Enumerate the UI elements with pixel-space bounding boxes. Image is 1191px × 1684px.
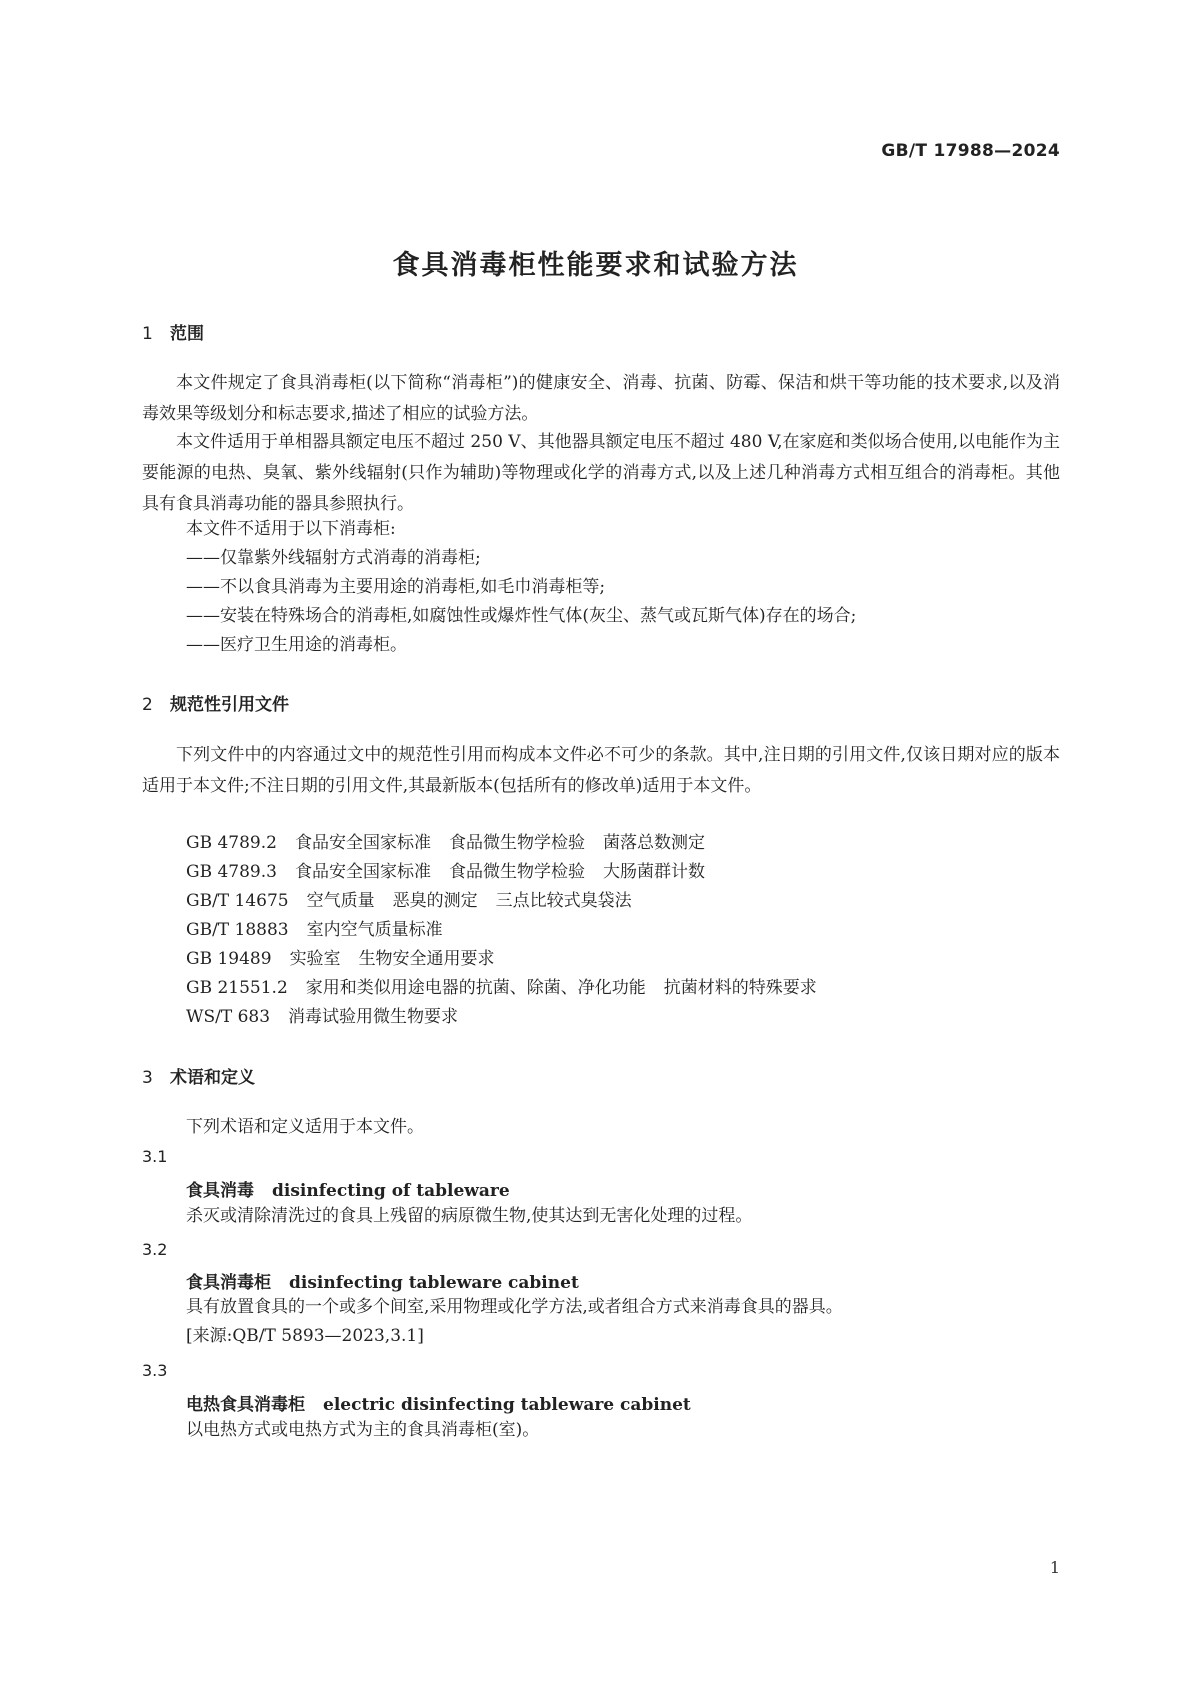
term-english: electric disinfecting tableware cabinet xyxy=(323,1395,691,1415)
reference-code: GB/T 18883 xyxy=(186,920,289,940)
page-number: 1 xyxy=(1049,1558,1060,1577)
term-number: 3.1 xyxy=(142,1147,168,1166)
reference-item xyxy=(186,915,461,946)
exclusion-item: ——仅靠紫外线辐射方式消毒的消毒柜; xyxy=(186,548,481,568)
term-english: disinfecting tableware cabinet xyxy=(289,1273,579,1293)
reference-code: GB 4789.3 xyxy=(186,862,277,882)
exclusion-item: ——安装在特殊场合的消毒柜,如腐蚀性或爆炸性气体(灰尘、蒸气或瓦斯气体)存在的场合; xyxy=(186,606,857,626)
reference-code: GB 21551.2 xyxy=(186,978,288,998)
section-2-heading xyxy=(142,690,289,715)
term-chinese: 食具消毒柜 xyxy=(186,1273,271,1293)
exclusion-intro: 本文件不适用于以下消毒柜: xyxy=(186,519,396,539)
scope-paragraph-2: 本文件适用于单相器具额定电压不超过 250 V、其他器具额定电压不超过 480 V,在家庭和类似场合使用,以电能作为主要能源的电热、臭氧、紫外线辐射(只作为辅助)等物理或化学的消毒方式,以及上述几种消毒方式相互组合的消毒柜。其他具有食具消毒功能的器具参照执行。 xyxy=(142,432,1060,514)
reference-title-part: 空气质量 xyxy=(306,891,375,911)
reference-title-part: 家用和类似用途电器的抗菌、除菌、净化功能 xyxy=(305,978,646,998)
section-1-heading xyxy=(142,319,204,344)
section-title: 规范性引用文件 xyxy=(170,695,289,715)
reference-code: GB/T 14675 xyxy=(186,891,289,911)
term-number: 3.3 xyxy=(142,1361,168,1380)
exclusion-item: ——医疗卫生用途的消毒柜。 xyxy=(186,635,407,655)
reference-item xyxy=(186,828,723,859)
reference-item xyxy=(186,944,513,975)
reference-title-part: 抗菌材料的特殊要求 xyxy=(663,978,817,998)
standard-code: GB/T 17988—2024 xyxy=(881,141,1060,161)
reference-item xyxy=(186,1002,476,1033)
reference-item xyxy=(186,886,650,917)
term-number: 3.2 xyxy=(142,1240,168,1259)
reference-title-part: 大肠菌群计数 xyxy=(602,862,705,882)
reference-title-part: 消毒试验用微生物要求 xyxy=(288,1007,459,1027)
reference-title-part: 食品微生物学检验 xyxy=(448,862,585,882)
reference-title-part: 室内空气质量标准 xyxy=(306,920,443,940)
term-definition: 以电热方式或电热方式为主的食具消毒柜(室)。 xyxy=(186,1420,540,1440)
reference-title-part: 食品微生物学检验 xyxy=(448,833,585,853)
term-definition: 具有放置食具的一个或多个间室,采用物理或化学方法,或者组合方式来消毒食具的器具。 xyxy=(186,1297,843,1317)
reference-title-part: 恶臭的测定 xyxy=(392,891,478,911)
section-number: 1 xyxy=(142,324,153,344)
terms-intro: 下列术语和定义适用于本文件。 xyxy=(186,1117,424,1137)
section-3-heading xyxy=(142,1063,255,1088)
reference-item xyxy=(186,973,835,1004)
section-title: 范围 xyxy=(170,324,204,344)
reference-title-part: 三点比较式臭袋法 xyxy=(495,891,632,911)
term-heading xyxy=(186,1390,691,1415)
term-heading xyxy=(186,1268,579,1293)
section-title: 术语和定义 xyxy=(170,1068,255,1088)
reference-item xyxy=(186,857,723,888)
reference-code: GB 4789.2 xyxy=(186,833,277,853)
reference-code: WS/T 683 xyxy=(186,1007,271,1027)
section-number: 2 xyxy=(142,695,153,715)
reference-title-part: 生物安全通用要求 xyxy=(358,949,495,969)
reference-title-part: 菌落总数测定 xyxy=(602,833,705,853)
reference-title-part: 实验室 xyxy=(289,949,341,969)
document-title: 食具消毒柜性能要求和试验方法 xyxy=(392,250,799,281)
reference-title-part: 食品安全国家标准 xyxy=(294,862,431,882)
section-number: 3 xyxy=(142,1068,153,1088)
reference-code: GB 19489 xyxy=(186,949,272,969)
reference-title-part: 食品安全国家标准 xyxy=(294,833,431,853)
scope-paragraph-1: 本文件规定了食具消毒柜(以下简称“消毒柜”)的健康安全、消毒、抗菌、防霉、保洁和烘干等功能的技术要求,以及消毒效果等级划分和标志要求,描述了相应的试验方法。 xyxy=(142,373,1060,424)
exclusion-item: ——不以食具消毒为主要用途的消毒柜,如毛巾消毒柜等; xyxy=(186,577,606,597)
term-heading xyxy=(186,1176,510,1201)
term-chinese: 食具消毒 xyxy=(186,1181,254,1201)
term-chinese: 电热食具消毒柜 xyxy=(186,1395,305,1415)
term-definition: 杀灭或清除清洗过的食具上残留的病原微生物,使其达到无害化处理的过程。 xyxy=(186,1206,753,1226)
term-english: disinfecting of tableware xyxy=(272,1181,510,1201)
term-source: [来源:QB/T 5893—2023,3.1] xyxy=(186,1326,424,1346)
references-intro: 下列文件中的内容通过文中的规范性引用而构成本文件必不可少的条款。其中,注日期的引用文件,仅该日期对应的版本适用于本文件;不注日期的引用文件,其最新版本(包括所有的修改单)适用于本文件。 xyxy=(142,745,1060,796)
